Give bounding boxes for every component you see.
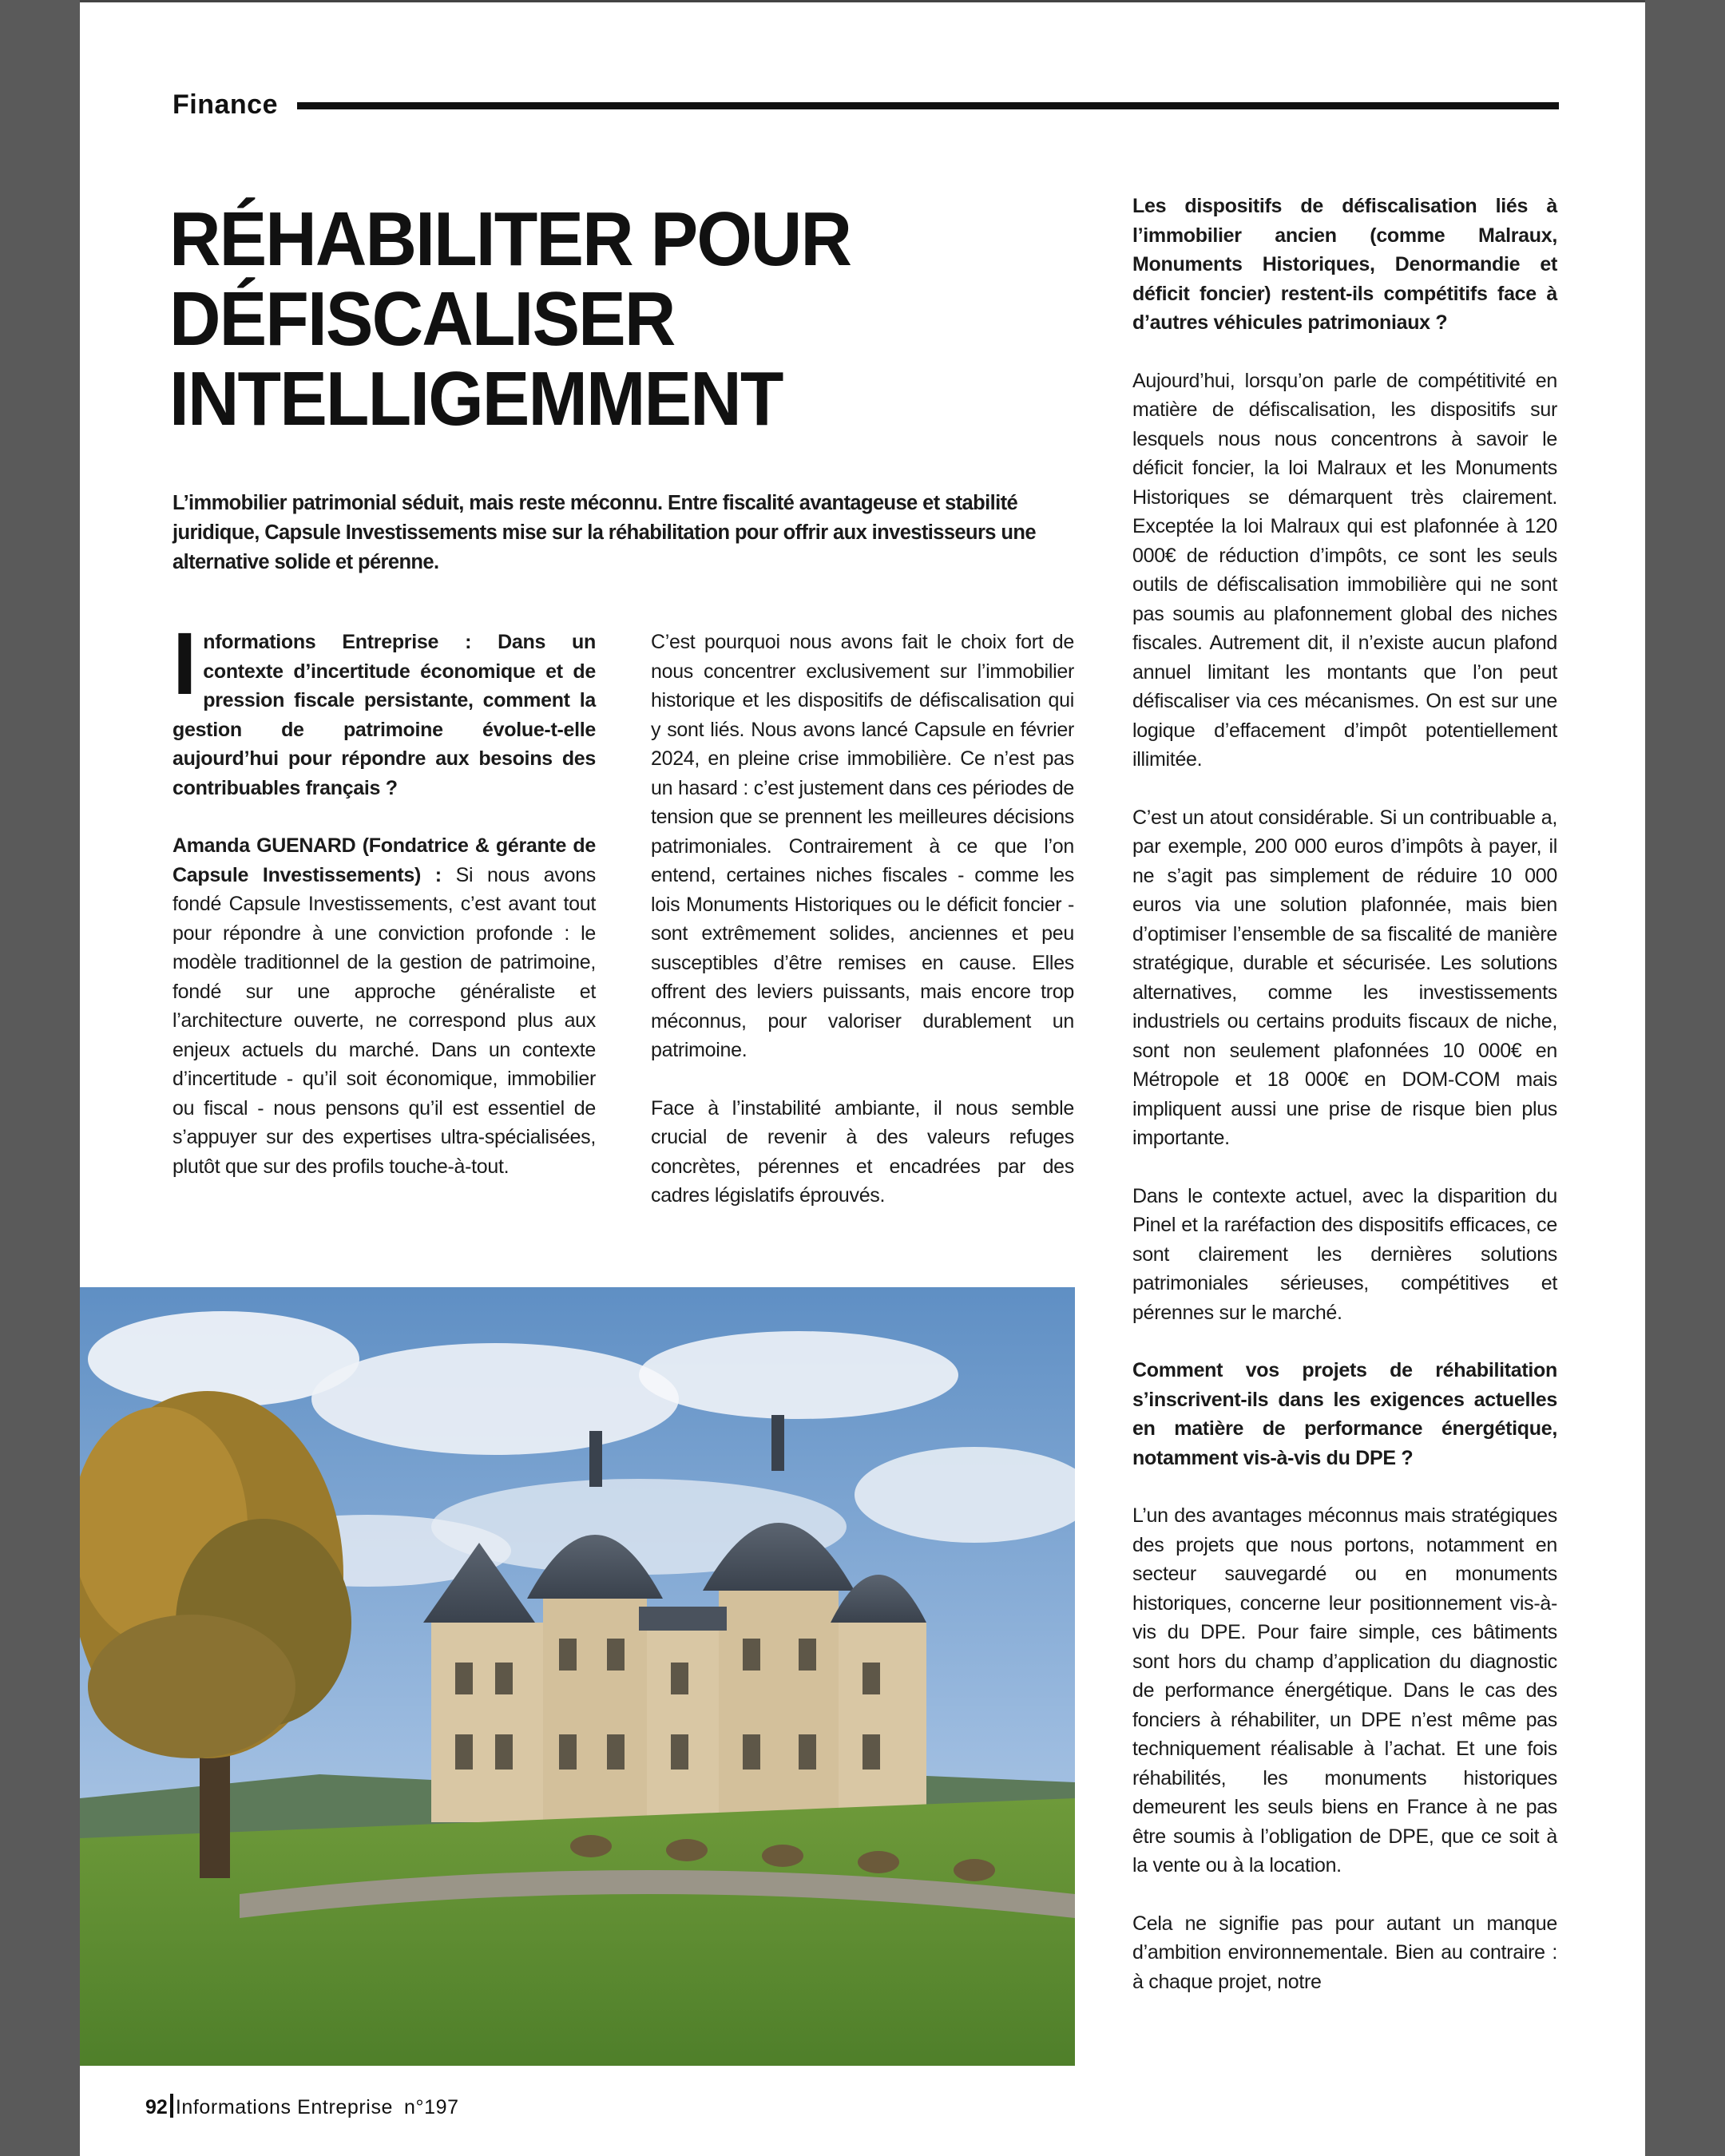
section-rule — [297, 102, 1559, 109]
column-3 — [1132, 192, 1557, 2025]
paragraph: Cela ne signifie pas pour autant un manque d’ambition environnementale. Bien au contraire : à chaque projet, notre — [1132, 1912, 1557, 1993]
headline-line-3: INTELLIGEMMENT — [169, 356, 783, 442]
section-label: Finance — [172, 89, 278, 120]
headline-line-2: DÉFISCALISER — [169, 276, 675, 362]
paragraph: C’est un atout considérable. Si un contribuable a, par exemple, 200 000 euros d’impôts à payer, il ne s’agit pas simplement de réduire 10 000 euros via une solution plafonnée, mais bien d’optimiser l’ensemble de sa fiscalité de manière stratégique, durable et sécurisée. Les solutions alternatives, comme les investissements industriels ou certains produits fiscaux de niche, sont non seulement plafonnées 10 000€ en Métropole et 18 000€ en DOM-COM mais impliquent aussi une prise de risque bien plus importante. — [1132, 806, 1557, 1149]
lead-paragraph: L’immobilier patrimonial séduit, mais reste méconnu. Entre fiscalité avantageuse et stabilité juridique, Capsule Investissements mise sur la réhabilitation pour offrir aux investisseurs une alternative solide et pérenne. — [172, 492, 1036, 573]
folio-divider — [170, 2094, 173, 2118]
issue-number: n°197 — [403, 2096, 459, 2118]
magazine-page — [80, 0, 1645, 2156]
folio — [145, 2094, 459, 2119]
paragraph: L’un des avantages méconnus mais stratégiques des projets que nous portons, notamment en secteur sauvegardé ou en monuments historiques, concerne leur positionnement vis-à-vis du DPE. Pour faire simple, ces bâtiments sont hors du champ d’application du diagnostic de performance énergétique. Dans le cas des fonciers à réhabiliter, un DPE n’est même pas techniquement réalisable à l’achat. Et une fois réhabilités, les monuments historiques demeurent les seuls biens en France à ne pas être soumis à l’obligation de DPE, que ce soit à la vente ou à la location. — [1132, 1504, 1557, 1877]
paragraph: Aujourd’hui, lorsqu’on parle de compétitivité en matière de défiscalisation, les dispositifs sur lesquels nous nous concentrons à savoir le déficit foncier, la loi Malraux et les Monuments Historiques se démarquent très clairement. Exceptée la loi Malraux qui est plafonnée à 120 000€ de réduction d’impôts, ce sont les seuls outils de défiscalisation immobilière qui ne sont pas soumis au plafonnement global des niches fiscales. Autrement dit, il n’existe aucun plafond annuel limitant les montants que l’on peut défiscaliser via ces mécanismes. On est sur une logique d’effacement d’impôt potentiellement illimitée. — [1132, 369, 1557, 771]
speaker-name: Amanda GUENARD (Fondatrice & gérante de Capsule Investissements) : — [172, 834, 596, 886]
paragraph: Face à l’instabilité ambiante, il nous semble crucial de revenir à des valeurs refuges concrètes, pérennes et encadrées par des cadres législatifs éprouvés. — [651, 1096, 1074, 1207]
question-2: Les dispositifs de défiscalisation liés à l’immobilier ancien (comme Malraux, Monuments Historiques, Denormandie et déficit foncier) restent-ils compétitifs face à d’autres véhicules patrimoniaux ? — [1132, 195, 1557, 334]
column-2 — [651, 628, 1074, 1239]
question-1 — [172, 615, 596, 803]
paragraph: Dans le contexte actuel, avec la disparition du Pinel et la raréfaction des dispositifs efficaces, ce sont clairement les dernières solutions patrimoniales sérieuses, compétitives et pérennes sur le marché. — [1132, 1184, 1557, 1324]
answer-1-text: Si nous avons fondé Capsule Investissements, c’est avant tout pour répondre à une conviction profonde : le modèle traditionnel de la gestion de patrimoine, fondé sur une approche généraliste et l’architecture ouverte, ne correspond plus aux enjeux actuels du marché. Dans un contexte d’incertitude - qu’il soit économique, immobilier ou fiscal - nous pensons qu’il est essentiel de s’appuyer sur des expertises ultra-spécialisées, plutôt que sur des profils touche-à-tout. — [172, 863, 596, 1178]
answer-1 — [172, 831, 596, 1181]
page-number: 92 — [145, 2096, 168, 2118]
paragraph: C’est pourquoi nous avons fait le choix fort de nous concentrer exclusivement sur l’immobilier historique et les dispositifs de défiscalisation qui y sont liés. Nous avons lancé Capsule en février 2024, en pleine crise immobilière. Ce n’est pas un hasard : c’est justement dans ces périodes de tension que se prennent les meilleures décisions patrimoniales. Contrairement à ce que l’on entend, certaines niches fiscales - comme les lois Monuments Historiques ou le déficit foncier - sont extrêmement solides, anciennes et peu susceptibles d’être remises en cause. Elles offrent des leviers puissants, mais encore trop méconnus, pour valoriser durablement un patrimoine. — [651, 631, 1074, 1061]
page-top-border — [80, 0, 1645, 2]
headline-line-1: RÉHABILITER POUR — [169, 196, 851, 282]
magazine-name: Informations Entreprise — [175, 2096, 394, 2118]
question-3: Comment vos projets de réhabilitation s’inscrivent-ils dans les exigences actuelles en matière de performance énergétique, notamment vis-à-vis du DPE ? — [1132, 1359, 1557, 1469]
drop-cap: I — [172, 615, 197, 713]
question-1-text: nformations Entreprise : Dans un contexte d’incertitude économique et de pression fiscale persistante, comment la gestion de patrimoine évolue-t-elle aujourd’hui pour répondre aux besoins des contribuables français ? — [172, 631, 596, 799]
chateau-photo — [80, 1287, 1075, 2066]
headline — [169, 196, 912, 442]
column-1 — [172, 615, 596, 1210]
